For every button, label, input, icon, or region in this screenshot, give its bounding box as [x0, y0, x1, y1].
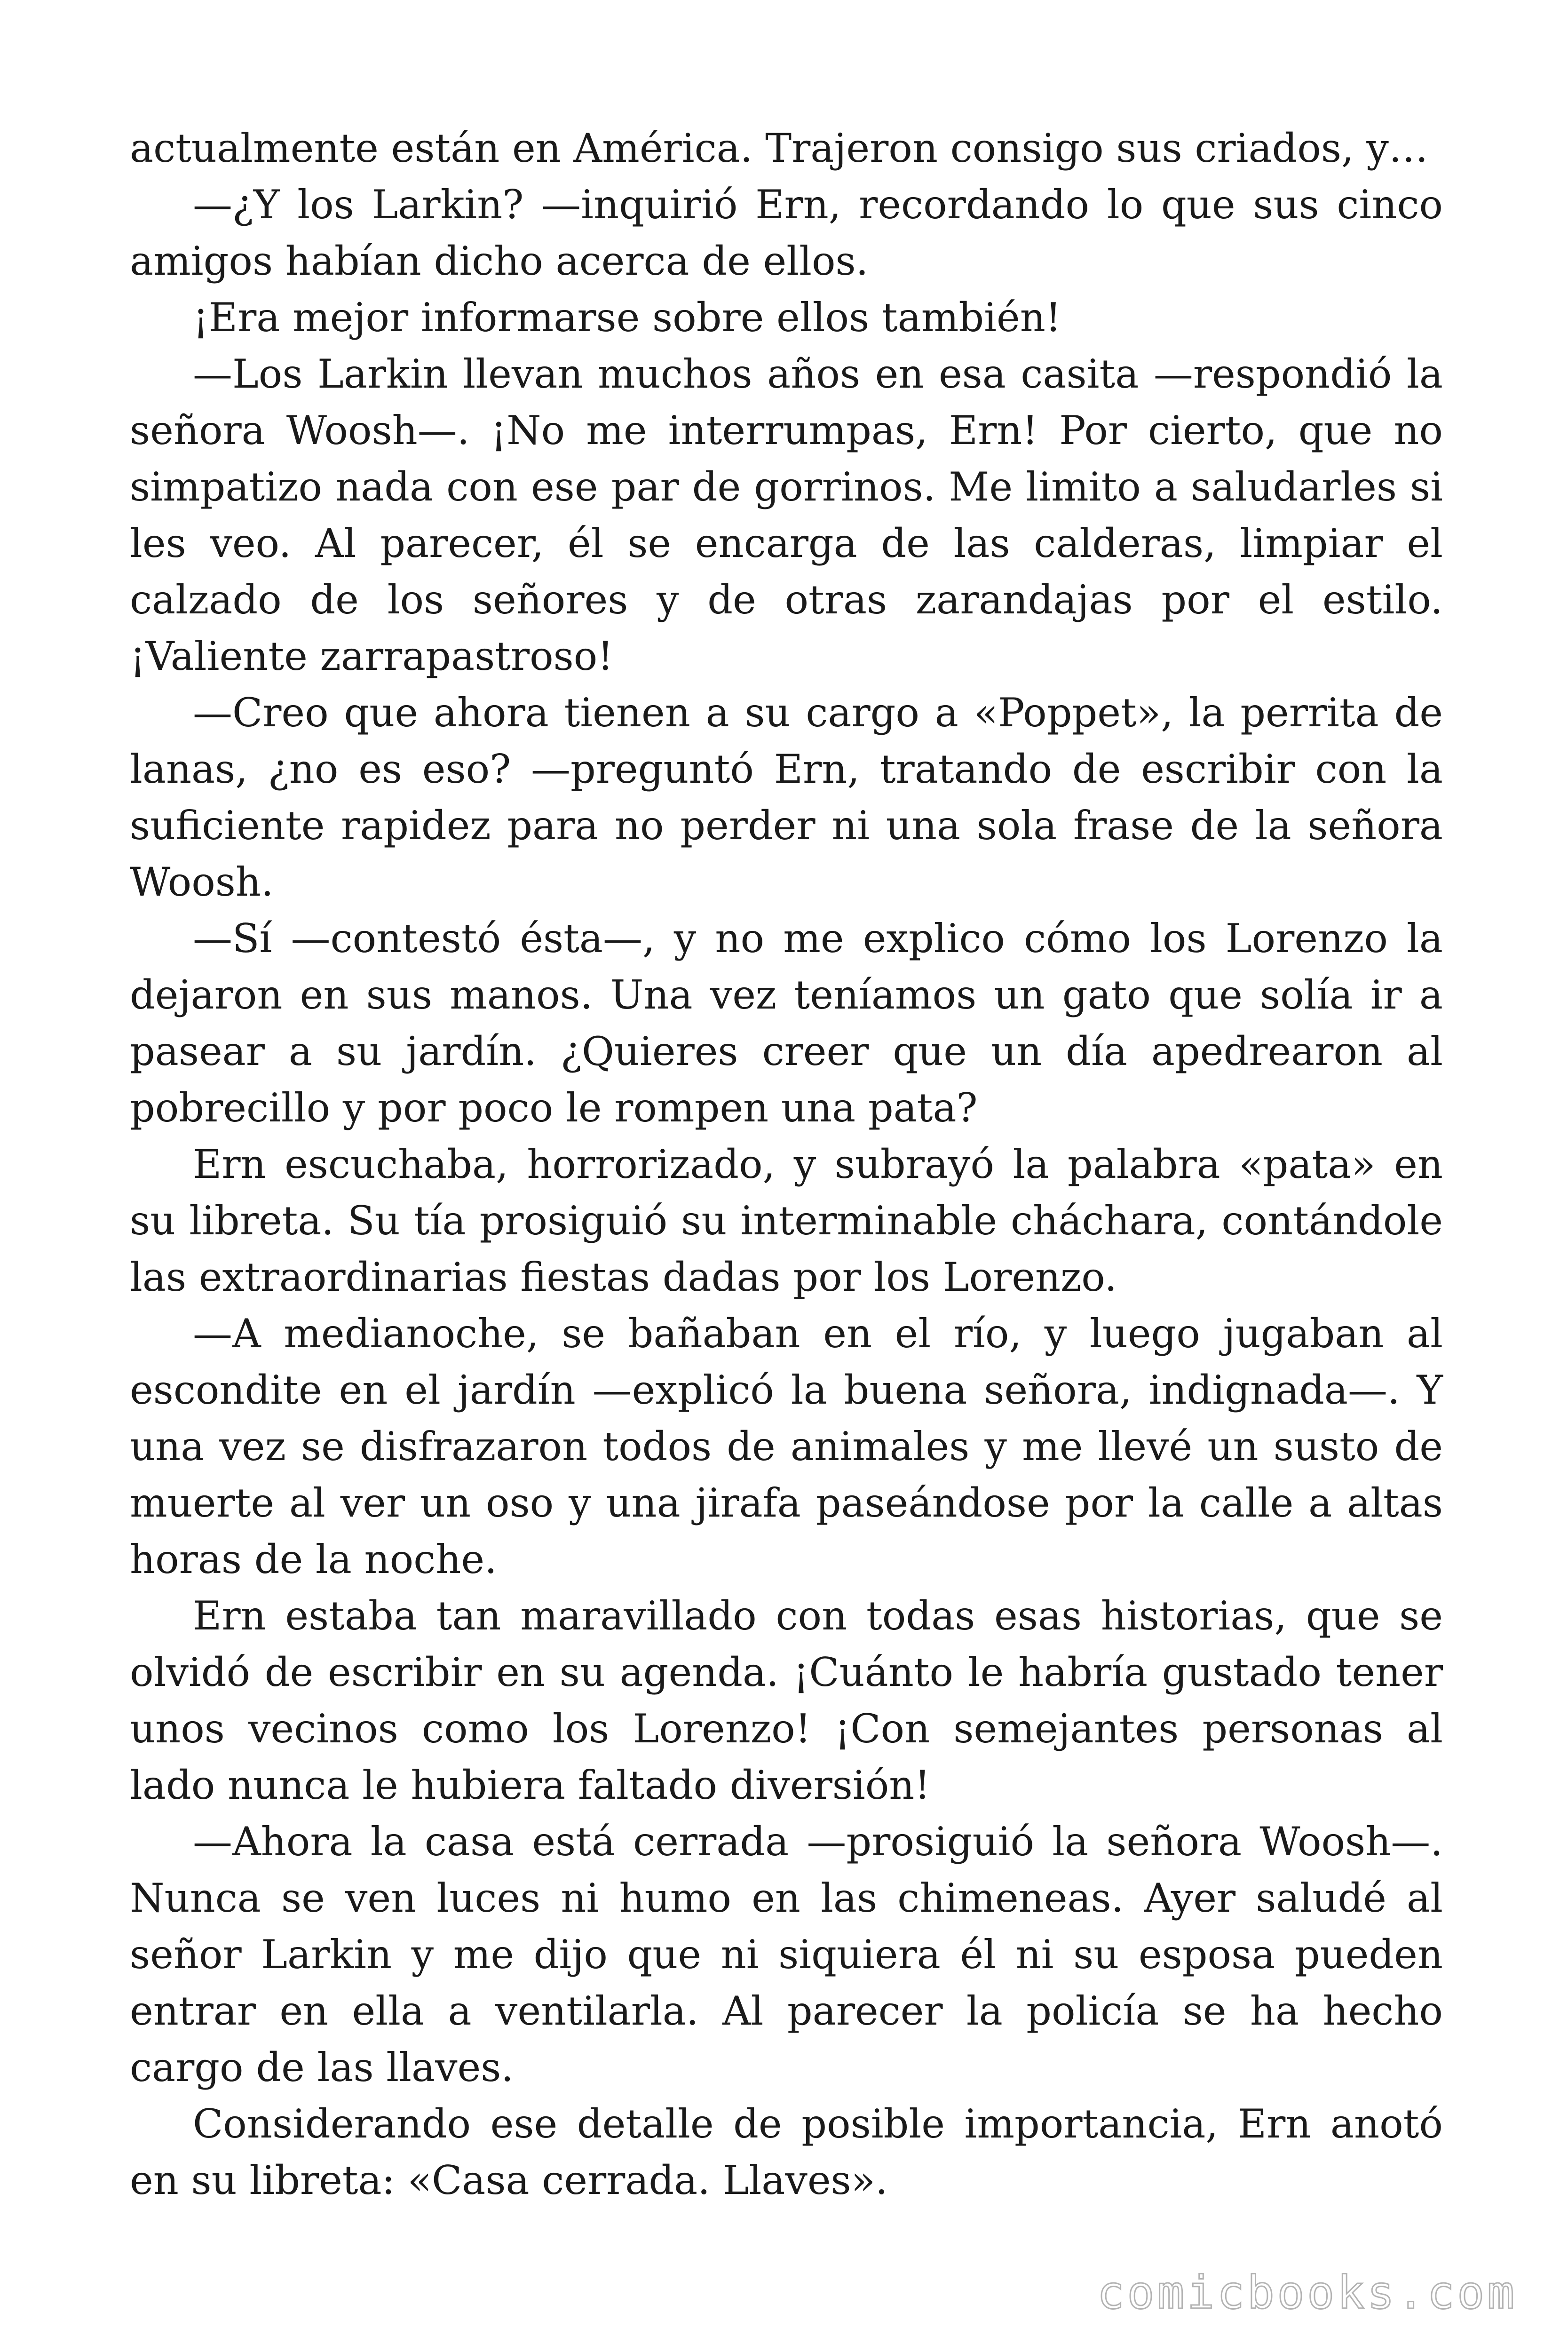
paragraph: actualmente están en América. Trajeron consigo sus criados, y… — [130, 125, 1428, 171]
body-text — [130, 120, 1443, 2209]
paragraph: —Creo que ahora tienen a su cargo a «Poppet», la perrita de lanas, ¿no es eso? —preguntó Ern, tratando de escribir con la suficiente rapidez para no perder ni una sola frase de la señora Woosh. — [130, 690, 1443, 905]
paragraph: —Ahora la casa está cerrada —prosiguió la señora Woosh—. Nunca se ven luces ni humo en las chimeneas. Ayer saludé al señor Larkin y me dijo que ni siquiera él ni su esposa pueden entrar en ella a ventilarla. Al parecer la policía se ha hecho cargo de las llaves. — [130, 1819, 1443, 2090]
paragraph: —¿Y los Larkin? —inquirió Ern, recordando lo que sus cinco amigos habían dicho acerca de ellos. — [130, 182, 1443, 284]
paragraph: —Los Larkin llevan muchos años en esa casita —respondió la señora Woosh—. ¡No me interrumpas, Ern! Por cierto, que no simpatizo nada con ese par de gorrinos. Me limito a saludarles si les veo. Al parecer, él se encarga de las calderas, limpiar el calzado de los señores y de otras zarandajas por el estilo. ¡Valiente zarrapastroso! — [130, 351, 1443, 679]
paragraph: Ern estaba tan maravillado con todas esas historias, que se olvidó de escribir en su agenda. ¡Cuánto le habría gustado tener unos vecinos como los Lorenzo! ¡Con semejantes personas al lado nunca le hubiera faltado diversión! — [130, 1593, 1443, 1808]
paragraph: Considerando ese detalle de posible importancia, Ern anotó en su libreta: «Casa cerrada. Llaves». — [130, 2101, 1443, 2203]
paragraph: ¡Era mejor informarse sobre ellos también! — [193, 294, 1061, 341]
paragraph: Ern escuchaba, horrorizado, y subrayó la palabra «pata» en su libreta. Su tía prosiguió su interminable cháchara, contándole las extraordinarias fiestas dadas por los Lorenzo. — [130, 1141, 1443, 1300]
watermark: comicbooks.com — [1097, 2266, 1517, 2319]
paragraph: —Sí —contestó ésta—, y no me explico cómo los Lorenzo la dejaron en sus manos. Una vez teníamos un gato que solía ir a pasear a su jardín. ¿Quieres creer que un día apedrearon al pobrecillo y por poco le rompen una pata? — [130, 915, 1443, 1131]
paragraph: —A medianoche, se bañaban en el río, y luego jugaban al escondite en el jardín —explicó la buena señora, indignada—. Y una vez se disfrazaron todos de animales y me llevé un susto de muerte al ver un oso y una jirafa paseándose por la calle a altas horas de la noche. — [130, 1311, 1443, 1582]
